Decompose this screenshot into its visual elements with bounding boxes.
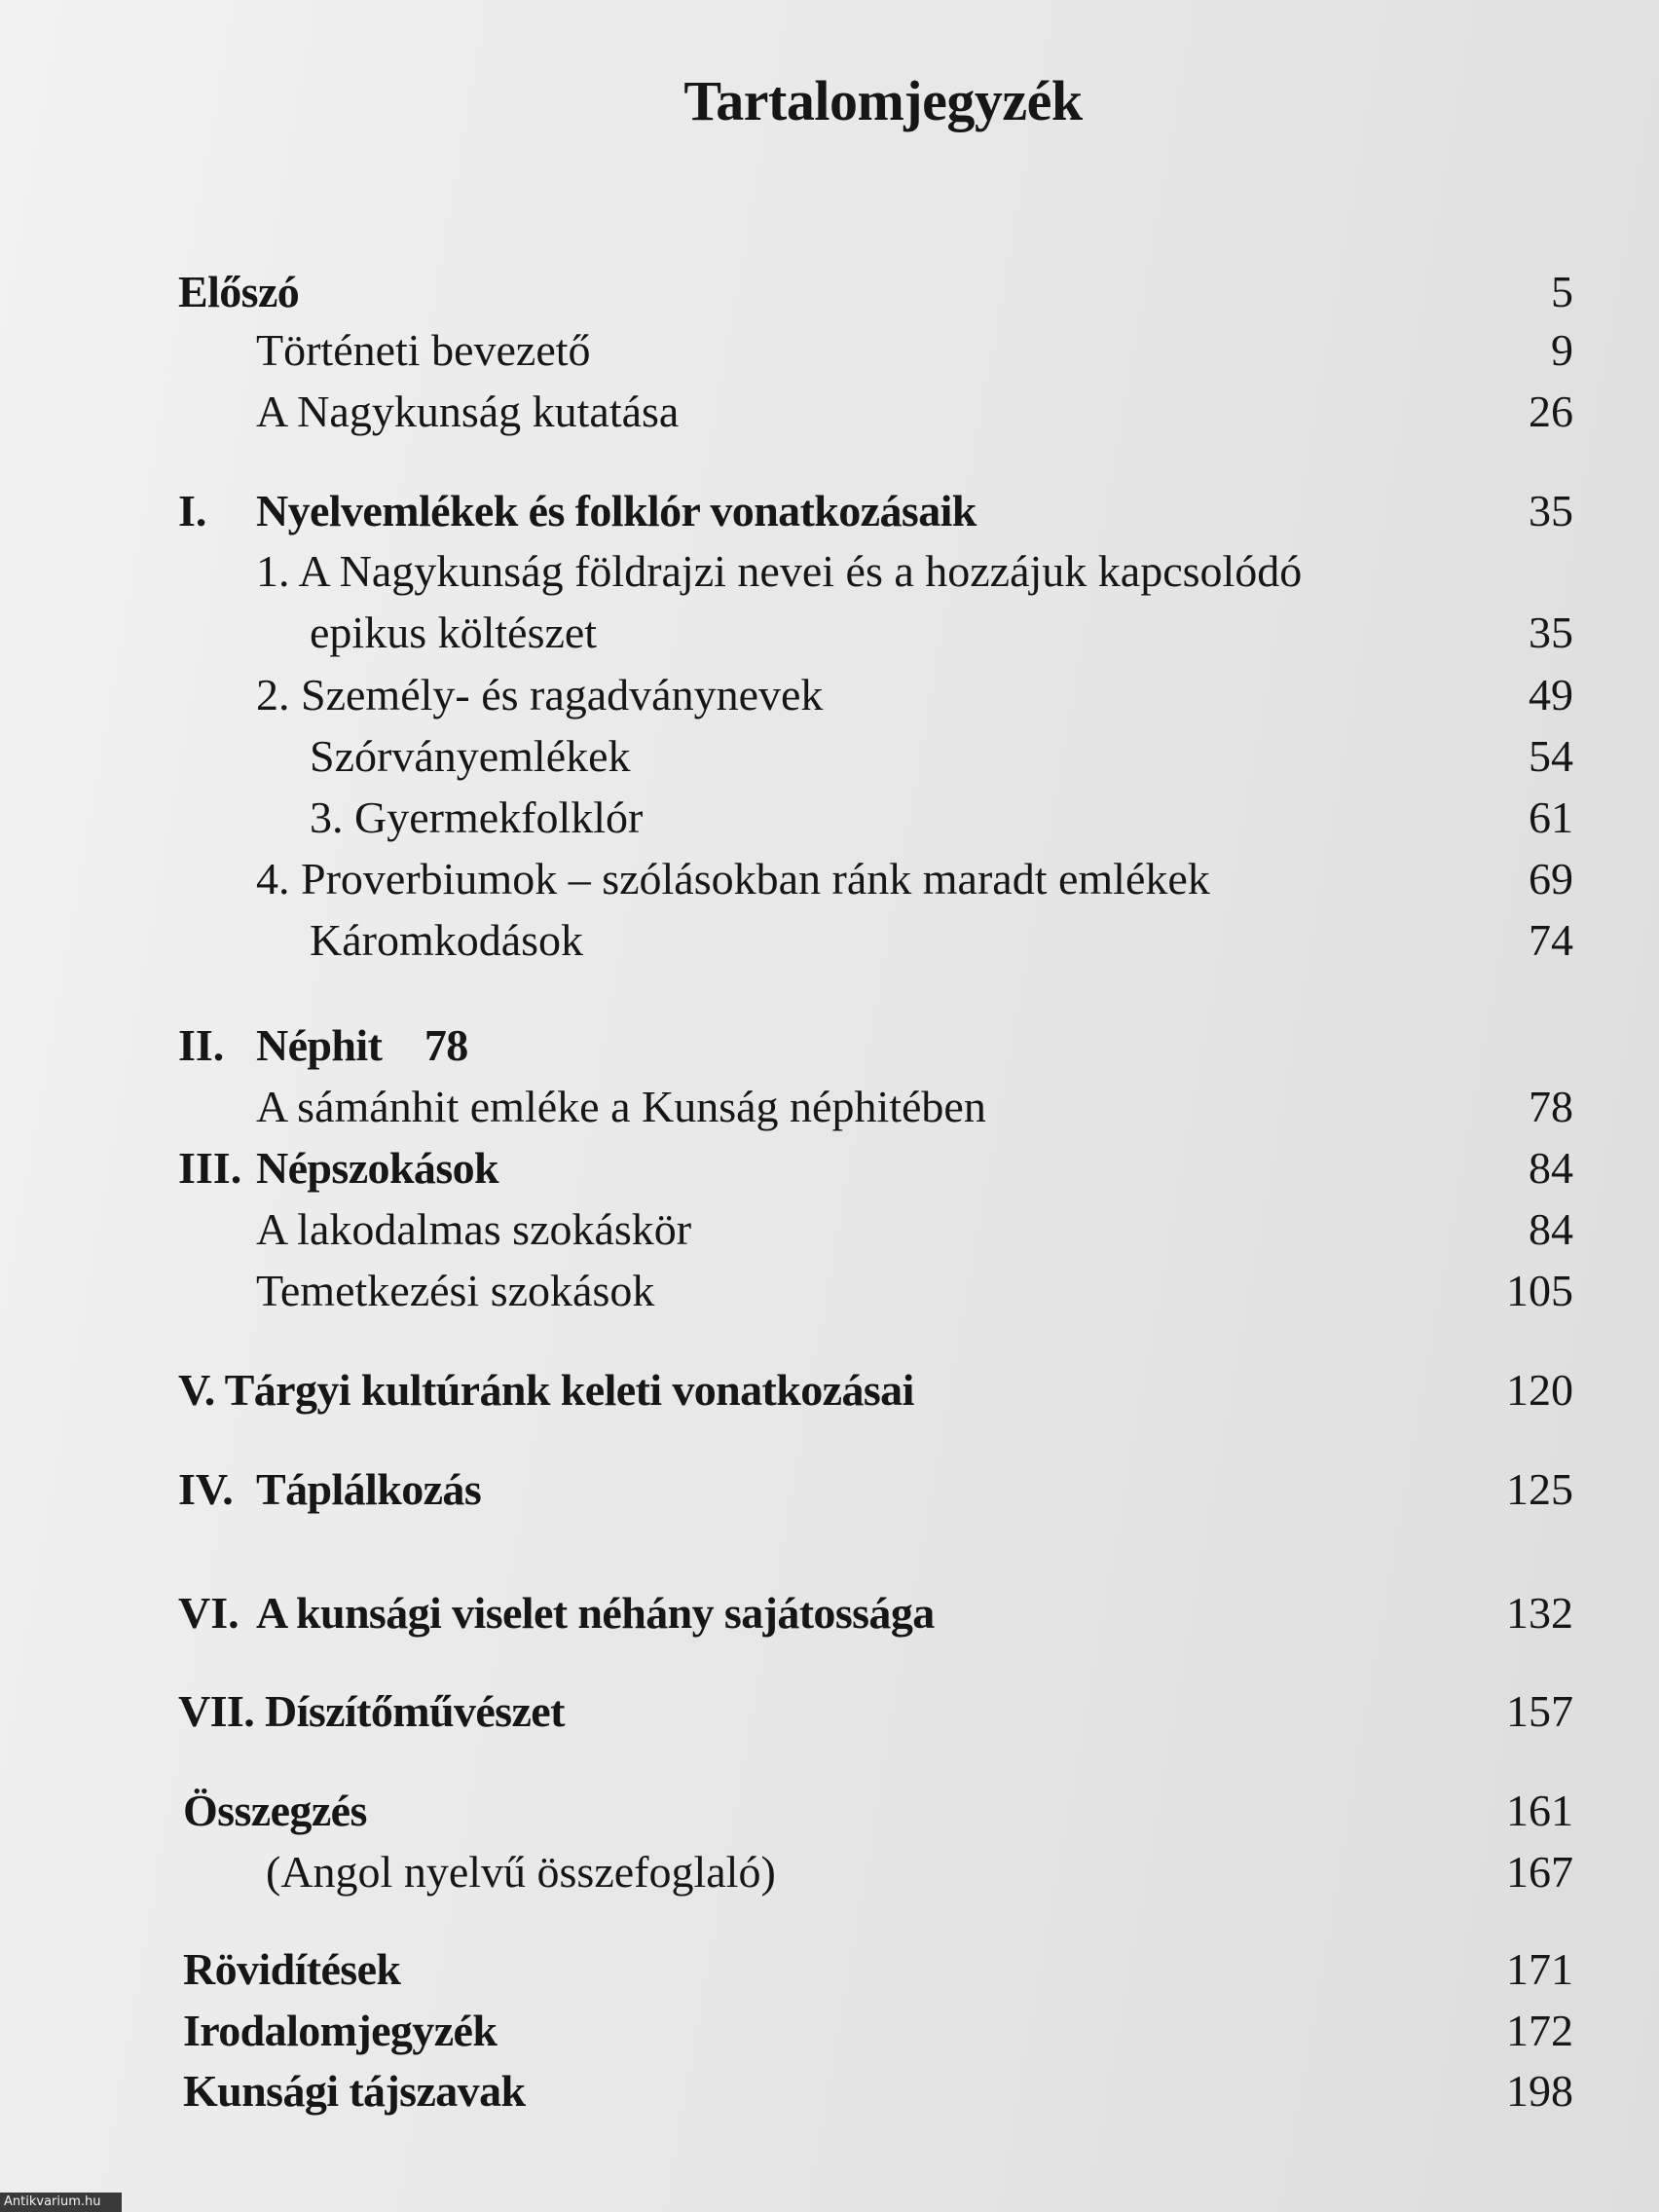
toc-entry — [0, 1782, 1659, 1840]
toc-entry-label: Nyelvemlékek és folklór vonatkozásaik — [256, 486, 977, 535]
toc-entry — [0, 1200, 1659, 1259]
toc-entry-label: Néphit 78 — [256, 1020, 468, 1070]
toc-entry — [0, 604, 1659, 662]
toc-entry — [0, 666, 1659, 724]
toc-entry-page: 9 — [1551, 325, 1573, 375]
toc-entry-label: Temetkezési szokások — [256, 1266, 655, 1315]
toc-entry-label: Irodalomjegyzék — [183, 2006, 498, 2055]
toc-entry-label: 4. Proverbiumok – szólásokban ránk maradt emlékek — [256, 854, 1210, 903]
toc-entry-page: 49 — [1529, 670, 1573, 719]
toc-entry-page: 54 — [1529, 731, 1573, 781]
toc-entry-label: Szórványemlékek — [310, 731, 631, 781]
toc-entry — [0, 321, 1659, 380]
toc-entry — [0, 1262, 1659, 1320]
toc-entry-label: Történeti bevezető — [256, 325, 591, 375]
toc-entry-page: 167 — [1506, 1847, 1573, 1897]
toc-entry-page: 125 — [1506, 1464, 1573, 1514]
toc-entry-page: 84 — [1529, 1143, 1573, 1193]
toc-entry-label: Kunsági tájszavak — [183, 2066, 526, 2116]
toc-entry-number: III. — [178, 1143, 242, 1193]
toc-entry-label: A kunsági viselet néhány sajátossága — [256, 1588, 935, 1638]
toc-entry-number: VI. — [178, 1588, 240, 1638]
toc-entry-page: 74 — [1529, 915, 1573, 965]
toc-entry-label: V. Tárgyi kultúránk keleti vonatkozásai — [178, 1365, 914, 1415]
page-title: Tartalomjegyzék — [683, 69, 1083, 132]
toc-entry-page: 105 — [1506, 1266, 1573, 1315]
toc-entry-number: II. — [178, 1020, 225, 1070]
toc-entry — [0, 1460, 1659, 1519]
toc-entry-page: 198 — [1506, 2066, 1573, 2116]
toc-entry-number: IV. — [178, 1464, 234, 1514]
toc-entry-page: 161 — [1506, 1786, 1573, 1835]
toc-entry — [0, 911, 1659, 970]
toc-entry-page: 61 — [1529, 793, 1573, 842]
toc-entry-label: Rövidítések — [183, 1944, 401, 1994]
toc-entry — [0, 850, 1659, 908]
toc-entry — [0, 1940, 1659, 1999]
toc-entry-page: 172 — [1506, 2006, 1573, 2055]
toc-entry-label: Táplálkozás — [256, 1464, 482, 1514]
toc-entry-page: 35 — [1529, 486, 1573, 535]
toc-entry-label: 1. A Nagykunság földrajzi nevei és a hozzájuk kapcsolódó — [256, 546, 1303, 596]
toc-entry — [0, 1843, 1659, 1901]
toc-entry — [0, 1682, 1659, 1741]
toc-entry-label: A sámánhit emléke a Kunság néphitében — [256, 1082, 986, 1131]
toc-entry-page: 120 — [1506, 1365, 1573, 1415]
toc-entry-label: Előszó — [178, 267, 300, 316]
toc-entry-label: epikus költészet — [310, 608, 598, 657]
toc-entry-page: 84 — [1529, 1204, 1573, 1254]
toc-entry — [0, 2062, 1659, 2120]
toc-entry-label: VII. Díszítőművészet — [178, 1686, 565, 1736]
toc-entry-label: A lakodalmas szokáskör — [256, 1204, 692, 1254]
toc-entry-label: A Nagykunság kutatása — [256, 387, 680, 436]
toc-entry-label: Népszokások — [256, 1143, 499, 1193]
toc-entry-page: 78 — [1529, 1082, 1573, 1131]
toc-entry — [0, 482, 1659, 540]
toc-entry — [0, 383, 1659, 441]
toc-entry-label: 2. Személy- és ragadványnevek — [256, 670, 824, 719]
toc-entry — [0, 1584, 1659, 1642]
toc-entry — [0, 2002, 1659, 2060]
toc-entry-page: 35 — [1529, 608, 1573, 657]
toc-entry — [0, 789, 1659, 847]
toc-entry — [0, 1361, 1659, 1419]
toc-entry-page: 69 — [1529, 854, 1573, 903]
toc-entry-page: 132 — [1506, 1588, 1573, 1638]
toc-entry — [0, 727, 1659, 786]
toc-entry-number: I. — [178, 486, 207, 535]
toc-entry — [0, 542, 1659, 601]
toc-entry-page: 157 — [1506, 1686, 1573, 1736]
toc-entry-label: Összegzés — [183, 1786, 367, 1835]
toc-entry — [0, 1016, 1659, 1075]
watermark-label: Antikvarium.hu — [0, 2193, 122, 2212]
toc-entry-label: (Angol nyelvű összefoglaló) — [266, 1847, 776, 1897]
toc-entry — [0, 1078, 1659, 1136]
toc-entry — [0, 263, 1659, 321]
toc-entry-page: 5 — [1551, 267, 1573, 316]
toc-entry-label: Káromkodások — [310, 915, 584, 965]
toc-entry — [0, 1139, 1659, 1198]
toc-entry-label: 3. Gyermekfolklór — [310, 793, 644, 842]
toc-entry-page: 26 — [1529, 387, 1573, 436]
toc-entry-page: 171 — [1506, 1944, 1573, 1994]
